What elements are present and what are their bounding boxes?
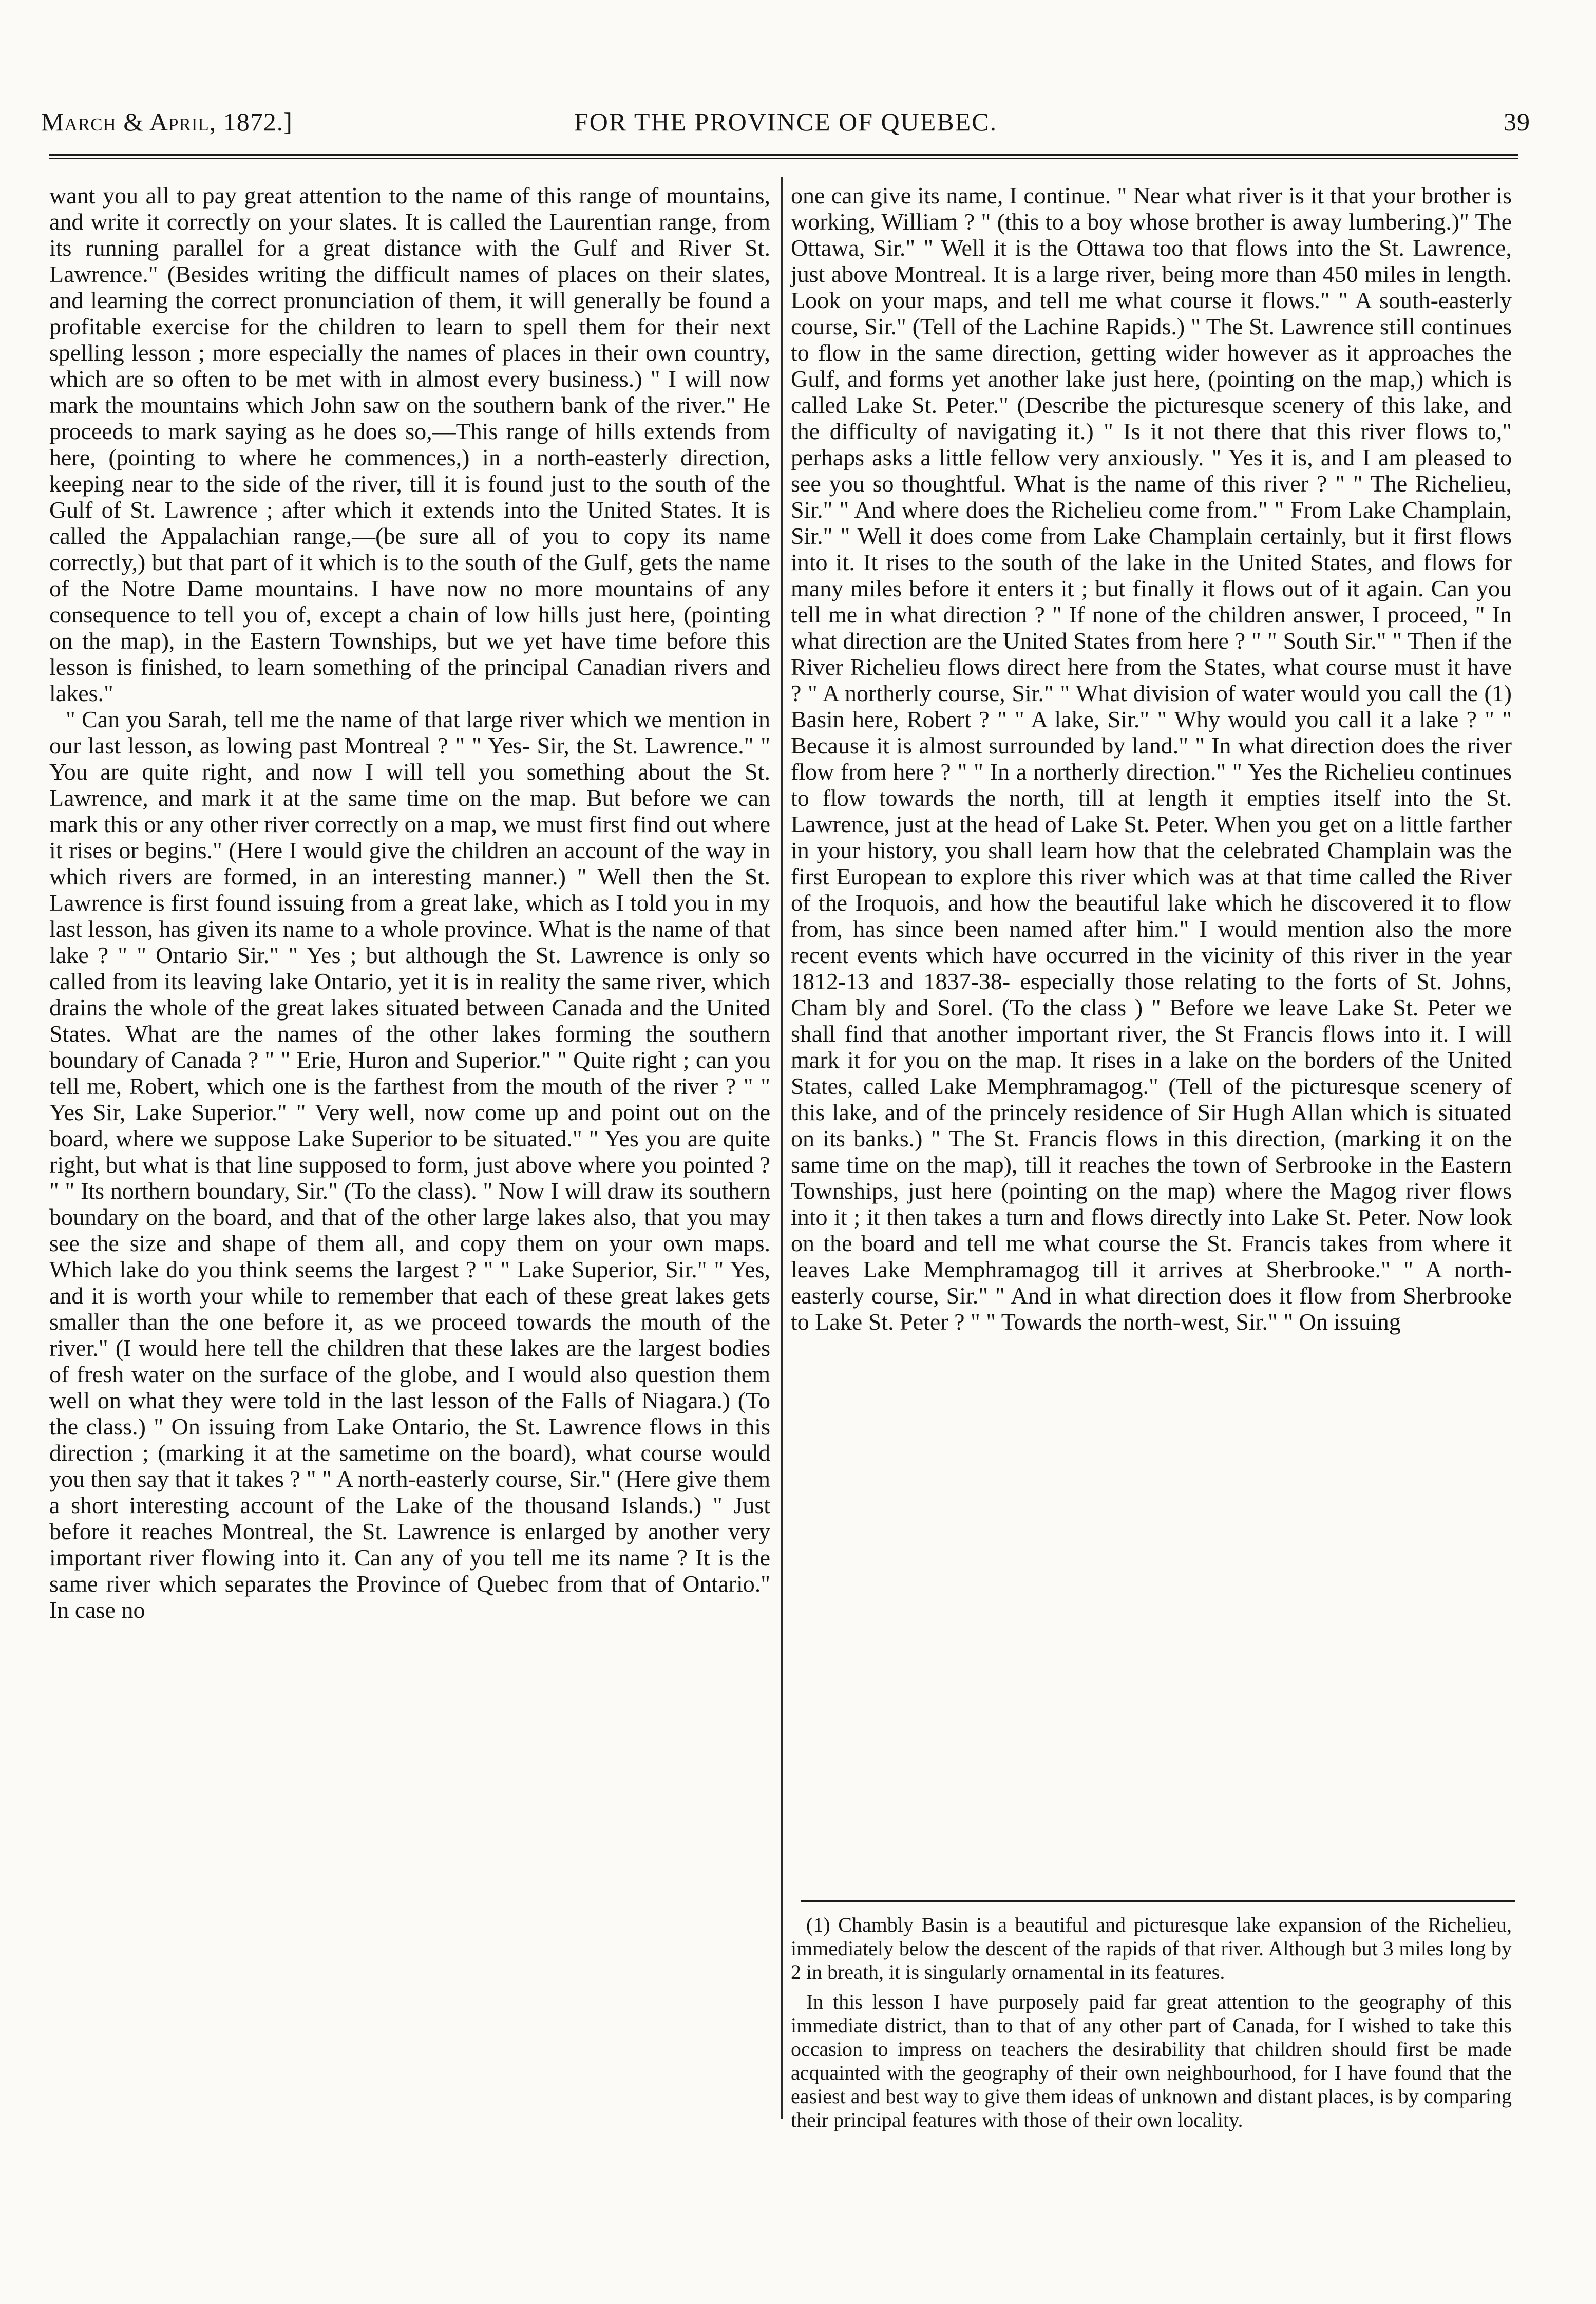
- paragraph: want you all to pay great attention to the name of this range of mountains, and write it correctly on your slates. It is called the Laurentian range, from its running parallel for a great distance with the Gulf and River St. Lawrence." (Besides writing the difficult names of places on their slates, and learning the correct pronunciation of them, it will generally be found a profitable exercise for the children to learn to spell them for their next spelling lesson ; more especially the names of places in their own country, which are so often to be met with in almost every business.) " I will now mark the mountains which John saw on the southern bank of the river." He proceeds to mark saying as he does so,—This range of hills extends from here, (pointing to where he commences,) in a north-easterly direction, keeping near to the side of the river, till it is found just to the south of the Gulf of St. Lawrence ; after which it extends into the United States. It is called the Appalachian range,—(be sure all of you to copy its name correctly,) but that part of it which is to the south of the Gulf, gets the name of the Notre Dame mountains. I have now no more mountains of any consequence to tell you of, except a chain of low hills just here, (pointing on the map), in the Eastern Townships, but we yet have time before this lesson is finished, to learn something of the principal Canadian rivers and lakes.": [49, 182, 770, 706]
- right-column: [791, 182, 1512, 1335]
- paragraph: one can give its name, I continue. " Near what river is it that your brother is working, William ? " (this to a boy whose brother is away lumbering.)" The Ottawa, Sir." " Well it is the Ottawa too that flows into the St. Lawrence, just above Montreal. It is a large river, being more than 450 miles in length. Look on your maps, and tell me what course it flows." " A south-easterly course, Sir." (Tell of the Lachine Rapids.) " The St. Lawrence still continues to flow in the same direction, getting wider however as it approaches the Gulf, and forms yet another lake just here, (pointing on the map,) which is called Lake St. Peter." (Describe the picturesque scenery of this lake, and the difficulty of navigating it.) " Is it not there that this river flows to," perhaps asks a little fellow very anxiously. " Yes it is, and I am pleased to see you so thoughtful. What is the name of this river ? " " The Richelieu, Sir." " And where does the Richelieu come from." " From Lake Champlain, Sir." " Well it does come from Lake Champlain certainly, but it first flows into it. It rises to the south of the lake in the United States, and flows for many miles before it enters it ; but finally it flows out of it again. Can you tell me in what direction ? " If none of the children answer, I proceed, " In what direction are the United States from here ? " " South Sir." " Then if the River Richelieu flows direct here from the States, what course must it have ? " A northerly course, Sir." " What division of water would you call the (1) Basin here, Robert ? " " A lake, Sir." " Why would you call it a lake ? " " Because it is almost surrounded by land." " In what direction does the river flow from here ? " " In a northerly direction." " Yes the Richelieu continues to flow towards the north, till at length it empties itself into the St. Lawrence, just at the head of Lake St. Peter. When you get on a little farther in your history, you shall learn how that the celebrated Champlain was the first European to explore this river which was at that time called the River of the Iroquois, and how the beautiful lake which he discovered it to flow from, has since been named after him." I would mention also the more recent events which have occurred in the vicinity of this river in the year 1812-13 and 1837-38- especially those relating to the forts of St. Johns, Cham bly and Sorel. (To the class ) " Before we leave Lake St. Peter we shall find that another important river, the St Francis flows into it. I will mark it for you on the map. It rises in a lake on the borders of the United States, called Lake Memphramagog." (Tell of the picturesque scenery of this lake, and of the princely residence of Sir Hugh Allan which is situated on its banks.) " The St. Francis flows in this direction, (marking it on the same time on the map), till it reaches the town of Serbrooke in the Eastern Townships, just here (pointing on the map) where the Magog river flows into it ; it then takes a turn and flows directly into Lake St. Peter. Now look on the board and tell me what course the St. Francis takes from where it leaves Lake Memphramagog till it arrives at Sherbrooke." " A north-easterly course, Sir." " And in what direction does it flow from Sherbrooke to Lake St. Peter ? " " Towards the north-west, Sir." " On issuing: [791, 182, 1512, 1335]
- footnote-rule: [801, 1900, 1515, 1902]
- header-title: FOR THE PROVINCE OF QUEBEC.: [574, 107, 997, 136]
- header-rule: [49, 154, 1518, 156]
- footnotes: [791, 1913, 1512, 2132]
- header-date: March & April, 1872.]: [41, 107, 293, 136]
- footnote: In this lesson I have purposely paid far great attention to the geography of this immediate district, than to that of any other part of Canada, for I wished to take this occasion to impress on teachers the desirability that children should first be made acquainted with the geography of their own neighbourhood, for I have found that the easiest and best way to give them ideas of unknown and distant places, is by comparing their principal features with those of their own locality.: [791, 1990, 1512, 2131]
- left-column: [49, 182, 770, 1623]
- paragraph: " Can you Sarah, tell me the name of that large river which we mention in our last lesson, as lowing past Montreal ? " " Yes- Sir, the St. Lawrence." " You are quite right, and now I will tell you something about the St. Lawrence, and mark it at the same time on the map. But before we can mark this or any other river correctly on a map, we must first find out where it rises or begins." (Here I would give the children an account of the way in which rivers are formed, in an interesting manner.) " Well then the St. Lawrence is first found issuing from a great lake, which as I told you in my last lesson, has given its name to a whole province. What is the name of that lake ? " " Ontario Sir." " Yes ; but although the St. Lawrence is only so called from its leaving lake Ontario, yet it is in reality the same river, which drains the whole of the great lakes situated between Canada and the United States. What are the names of the other lakes forming the southern boundary of Canada ? " " Erie, Huron and Superior." " Quite right ; can you tell me, Robert, which one is the farthest from the mouth of the river ? " " Yes Sir, Lake Superior." " Very well, now come up and point out on the board, where we suppose Lake Superior to be situated." " Yes you are quite right, but what is that line supposed to form, just above where you pointed ? " " Its northern boundary, Sir." (To the class). " Now I will draw its southern boundary on the board, and that of the other large lakes also, that you may see the size and shape of them all, and copy them on your own maps. Which lake do you think seems the largest ? " " Lake Superior, Sir." " Yes, and it is worth your while to remember that each of these great lakes gets smaller than the one before it, as we proceed towards the mouth of the river." (I would here tell the children that these lakes are the largest bodies of fresh water on the surface of the globe, and I would also question them well on what they were told in the last lesson of the Falls of Niagara.) (To the class.) " On issuing from Lake Ontario, the St. Lawrence flows in this direction ; (marking it at the sametime on the board), what course would you then say that it takes ? " " A north-easterly course, Sir." (Here give them a short interesting account of the Lake of the thousand Islands.) " Just before it reaches Montreal, the St. Lawrence is enlarged by another very important river flowing into it. Can any of you tell me its name ? It is the same river which separates the Province of Quebec from that of Ontario." In case no: [49, 706, 770, 1623]
- footnote: (1) Chambly Basin is a beautiful and picturesque lake expansion of the Richelieu, immediately below the descent of the rapids of that river. Although but 3 miles long by 2 in breath, it is singularly ornamental in its features.: [791, 1913, 1512, 1984]
- page-number: 39: [1504, 107, 1530, 136]
- running-header: [41, 107, 1530, 153]
- column-divider: [781, 177, 783, 2119]
- header-rule-thin: [49, 158, 1518, 159]
